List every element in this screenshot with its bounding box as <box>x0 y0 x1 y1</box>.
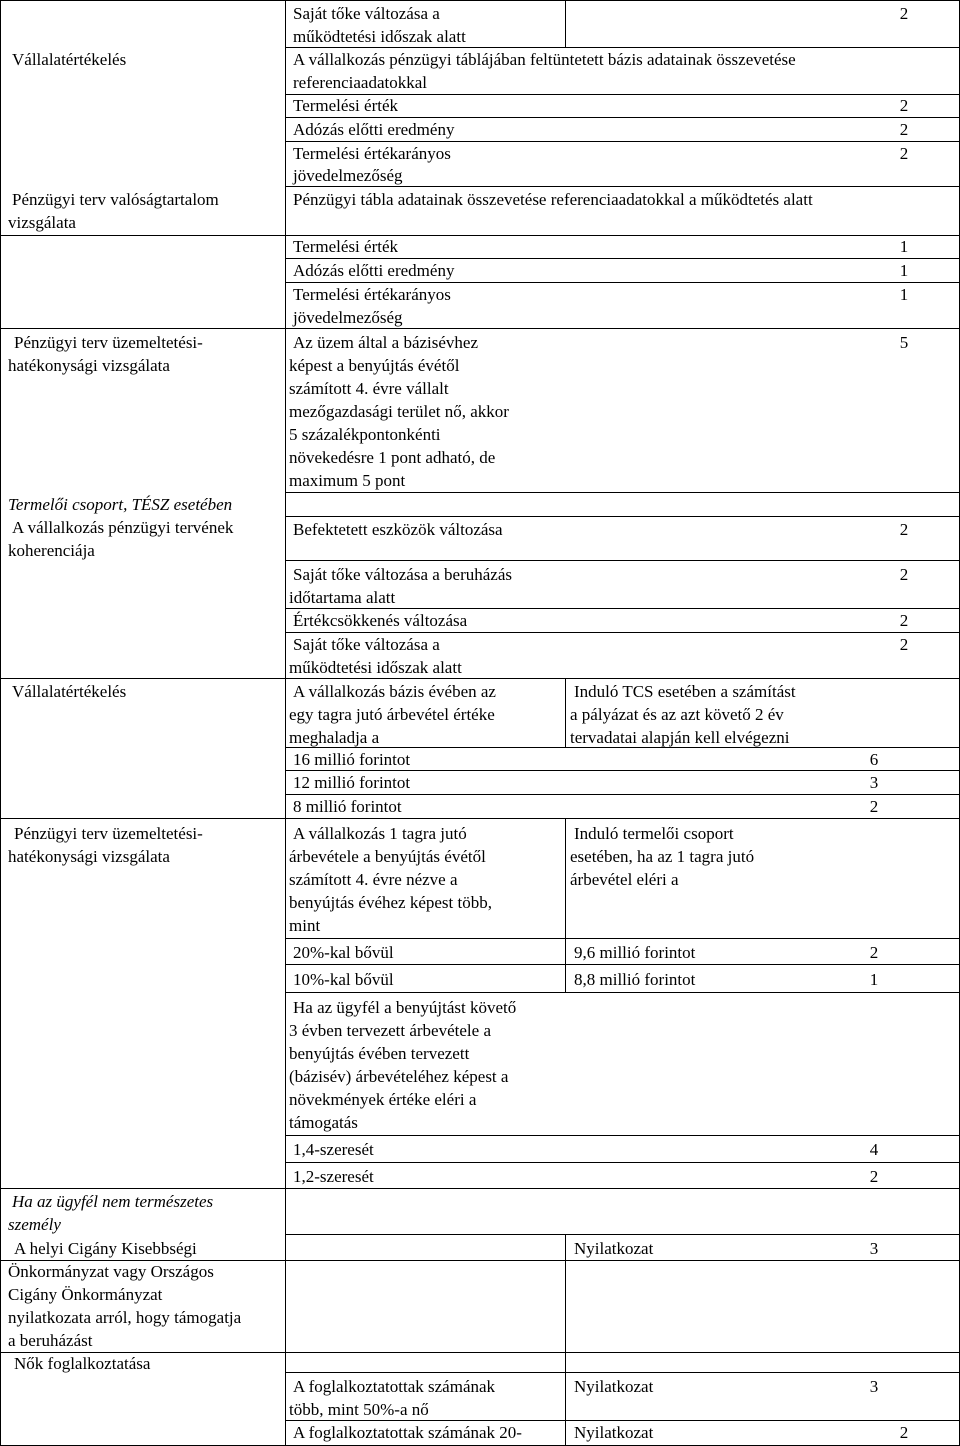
left-label-not-natural-2: személy <box>8 1215 61 1234</box>
criterion-prod-value-b: Termelési érték <box>293 237 399 256</box>
growth-10-alt: 8,8 millió forintot <box>574 970 696 989</box>
criterion-equity-op-2: működtetési időszak alatt <box>289 658 462 677</box>
criterion-equity-change: Saját tőke változása a <box>293 4 440 23</box>
note-tcs-2: a pályázat és az azt követő 2 év <box>570 705 784 724</box>
points-value: 2 <box>869 797 879 816</box>
left-label-plan-op-b-2: hatékonysági vizsgálata <box>8 847 170 866</box>
left-label-not-natural: Ha az ügyfél nem természetes <box>12 1192 214 1211</box>
points-value: 2 <box>899 144 909 163</box>
left-label-roma-2: Önkormányzat vagy Országos <box>8 1262 214 1281</box>
section-compare-base: A vállalkozás pénzügyi táblájában feltüntetett bázis adatainak összevetése <box>293 50 796 69</box>
left-label-producer-group: Termelői csoport, TÉSZ esetében <box>8 495 233 514</box>
left-label-plan-op-2: hatékonysági vizsgálata <box>8 356 170 375</box>
left-label-roma-5: a beruházást <box>8 1331 93 1350</box>
left-label-roma-3: Cigány Önkormányzat <box>8 1285 163 1304</box>
left-label-coherence: A vállalkozás pénzügyi tervének <box>12 518 234 537</box>
criterion-rev-growth-5: mint <box>289 916 321 935</box>
criterion-depreciation: Értékcsökkenés változása <box>293 611 468 630</box>
criterion-three-year-5: növekmények értéke eléri a <box>289 1090 477 1109</box>
criterion-area-6: növekedésre 1 pont adható, de <box>289 448 496 467</box>
criterion-area-5: 5 százalékpontonkénti <box>289 425 441 444</box>
criterion-proportional-b: Termelési értékarányos <box>293 285 451 304</box>
section-compare-op: Pénzügyi tábla adatainak összevetése referenciaadatokkal a működtetés alatt <box>293 190 813 209</box>
left-label-company-eval: Vállalatértékelés <box>12 50 127 69</box>
criterion-fixed-assets: Befektetett eszközök változása <box>293 520 503 539</box>
criterion-area-7: maximum 5 pont <box>289 471 406 490</box>
criterion-women-50: A foglalkoztatottak számának <box>293 1377 496 1396</box>
points-value: 2 <box>869 1167 879 1186</box>
note-start-group: Induló termelői csoport <box>574 824 734 843</box>
points-value: 2 <box>899 635 909 654</box>
points-value: 4 <box>869 1140 879 1159</box>
note-start-group-3: árbevétel eléri a <box>570 870 679 889</box>
criterion-women-50-2: több, mint 50%-a nő <box>289 1400 429 1419</box>
threshold-8m: 8 millió forintot <box>293 797 402 816</box>
left-label-coherence-2: koherenciája <box>8 541 95 560</box>
left-label-plan-truth: Pénzügyi terv valóságtartalom <box>12 190 219 209</box>
points-value: 3 <box>869 1377 879 1396</box>
criterion-area-4: mezőgazdasági terület nő, akkor <box>289 402 509 421</box>
points-value: 1 <box>899 261 909 280</box>
criterion-equity-op: Saját tőke változása a <box>293 635 440 654</box>
criterion-equity-change-2: működtetési időszak alatt <box>293 27 466 46</box>
points-value: 3 <box>869 773 879 792</box>
declaration-roma: Nyilatkozat <box>574 1239 654 1258</box>
left-label-plan-truth-2: vizsgálata <box>8 213 76 232</box>
points-value: 2 <box>899 96 909 115</box>
threshold-16m: 16 millió forintot <box>293 750 411 769</box>
criterion-three-year-3: benyújtás évében tervezett <box>289 1044 470 1063</box>
criterion-area: Az üzem által a bázisévhez <box>293 333 479 352</box>
criterion-area-2: képest a benyújtás évétől <box>289 356 460 375</box>
points-value: 2 <box>899 120 909 139</box>
criterion-equity-inv: Saját tőke változása a beruházás <box>293 565 513 584</box>
points-value: 2 <box>899 1423 909 1442</box>
multiplier-12: 1,2-szeresét <box>293 1167 374 1186</box>
criterion-rev-growth-3: számított 4. évre nézve a <box>289 870 458 889</box>
left-label-roma: A helyi Cigány Kisebbségi <box>14 1239 197 1258</box>
points-value: 2 <box>899 611 909 630</box>
criterion-three-year: Ha az ügyfél a benyújtást követő <box>293 998 517 1017</box>
criterion-equity-inv-2: időtartama alatt <box>289 588 396 607</box>
points-value: 2 <box>899 4 909 23</box>
criterion-three-year-4: (bázisév) árbevételéhez képest a <box>289 1067 509 1086</box>
criterion-women-20: A foglalkoztatottak számának 20- <box>293 1423 522 1442</box>
criterion-rev-growth-4: benyújtás évéhez képest több, <box>289 893 492 912</box>
criterion-rev-growth-2: árbevétele a benyújtás évétől <box>289 847 486 866</box>
points-value: 1 <box>869 970 879 989</box>
points-value: 5 <box>899 333 909 352</box>
criterion-pretax: Adózás előtti eredmény <box>293 120 455 139</box>
criterion-pretax-b: Adózás előtti eredmény <box>293 261 455 280</box>
points-value: 6 <box>869 750 879 769</box>
points-value: 1 <box>899 237 909 256</box>
left-label-women: Nők foglalkoztatása <box>14 1354 151 1373</box>
declaration-women-20: Nyilatkozat <box>574 1423 654 1442</box>
criterion-proportional-2: jövedelmezőség <box>293 166 403 185</box>
points-value: 2 <box>869 943 879 962</box>
declaration-women-50: Nyilatkozat <box>574 1377 654 1396</box>
criterion-proportional: Termelési értékarányos <box>293 144 451 163</box>
left-label-company-eval-2: Vállalatértékelés <box>12 682 127 701</box>
threshold-12m: 12 millió forintot <box>293 773 411 792</box>
multiplier-14: 1,4-szeresét <box>293 1140 374 1159</box>
points-value: 2 <box>899 565 909 584</box>
growth-10: 10%-kal bővül <box>293 970 394 989</box>
left-label-plan-op-b: Pénzügyi terv üzemeltetési- <box>14 824 203 843</box>
growth-20-alt: 9,6 millió forintot <box>574 943 696 962</box>
criterion-rev-member-2: egy tagra jutó árbevétel értéke <box>289 705 495 724</box>
criterion-area-3: számított 4. évre vállalt <box>289 379 449 398</box>
criterion-proportional-b-2: jövedelmezőség <box>293 308 403 327</box>
criterion-three-year-2: 3 évben tervezett árbevétele a <box>289 1021 491 1040</box>
criterion-rev-growth: A vállalkozás 1 tagra jutó <box>293 824 467 843</box>
criterion-rev-member-3: meghaladja a <box>289 728 380 747</box>
left-label-plan-op: Pénzügyi terv üzemeltetési- <box>14 333 203 352</box>
note-tcs-3: tervadatai alapján kell elvégezni <box>570 728 790 747</box>
criterion-prod-value: Termelési érték <box>293 96 399 115</box>
criterion-rev-member: A vállalkozás bázis évében az <box>293 682 496 701</box>
note-start-group-2: esetében, ha az 1 tagra jutó <box>570 847 755 866</box>
points-value: 2 <box>899 520 909 539</box>
points-value: 1 <box>899 285 909 304</box>
criterion-three-year-6: támogatás <box>289 1113 358 1132</box>
note-tcs: Induló TCS esetében a számítást <box>574 682 796 701</box>
section-compare-base-2: referenciaadatokkal <box>293 73 428 92</box>
left-label-roma-4: nyilatkozata arról, hogy támogatja <box>8 1308 242 1327</box>
growth-20: 20%-kal bővül <box>293 943 394 962</box>
points-value: 3 <box>869 1239 879 1258</box>
